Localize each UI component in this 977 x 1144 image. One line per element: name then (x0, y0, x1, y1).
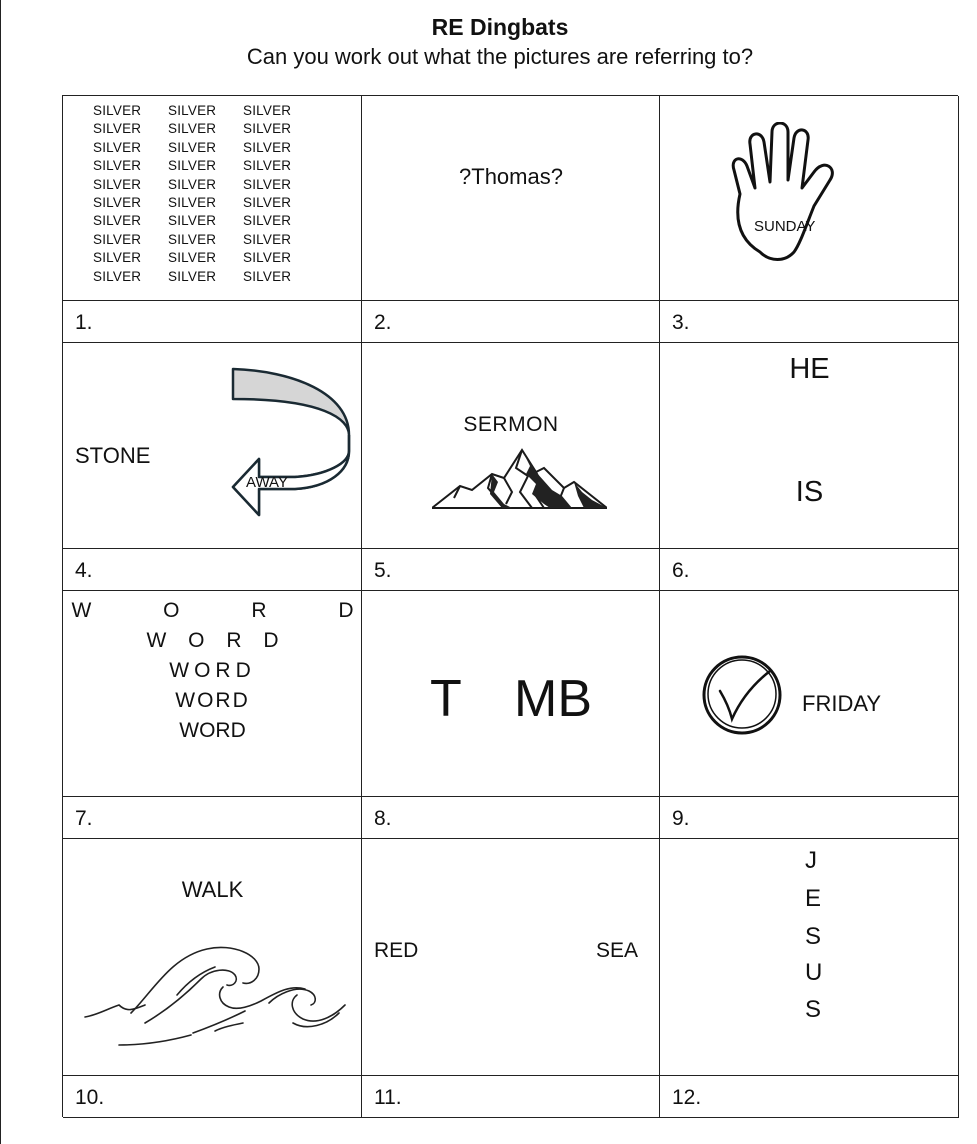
silver-word: SILVER (243, 213, 292, 229)
dingbats-grid (62, 95, 958, 1117)
silver-word: SILVER (243, 250, 292, 266)
silver-word: SILVER (168, 158, 217, 174)
puzzle-7-number: 7. (63, 797, 362, 839)
puzzle-12-cell (660, 839, 959, 1076)
sunday-text: SUNDAY (754, 218, 816, 235)
puzzle-8-number: 8. (362, 797, 660, 839)
friday-text: FRIDAY (802, 691, 882, 716)
he-text: HE (789, 353, 830, 385)
silver-word: SILVER (93, 231, 142, 247)
puzzle-11-number: 11. (362, 1076, 660, 1118)
red-text: RED (374, 939, 419, 962)
puzzle-5-cell (362, 343, 660, 549)
silver-word: SILVER (93, 158, 142, 174)
word-line-2: W O R D (146, 629, 279, 652)
curved-arrow-icon (223, 363, 358, 523)
puzzle-9-cell (660, 591, 959, 797)
silver-word: SILVER (168, 176, 217, 192)
puzzle-1-cell (63, 96, 362, 301)
tomb-t-text: T (430, 670, 462, 728)
jesus-letter-u: U (805, 959, 823, 986)
silver-word: SILVER (243, 195, 292, 211)
thomas-text: ?Thomas? (459, 164, 563, 189)
silver-word: SILVER (168, 139, 217, 155)
silver-word: SILVER (243, 158, 292, 174)
silver-word-grid (93, 102, 303, 286)
sermon-text: SERMON (463, 413, 559, 436)
puzzle-5-number: 5. (362, 549, 660, 591)
silver-word: SILVER (168, 121, 217, 137)
page-title: RE Dingbats (431, 14, 569, 40)
walk-text: WALK (181, 877, 244, 902)
silver-word: SILVER (93, 103, 142, 118)
puzzle-2-number: 2. (362, 301, 660, 343)
silver-word: SILVER (168, 195, 217, 211)
silver-word: SILVER (93, 195, 142, 211)
silver-word: SILVER (93, 121, 142, 137)
stone-text: STONE (75, 443, 151, 468)
jesus-letter-j: J (805, 847, 817, 874)
away-text: AWAY (246, 474, 288, 491)
puzzle-6-number: 6. (660, 549, 959, 591)
checkmark-circle-icon (700, 651, 786, 737)
puzzle-12-number: 12. (660, 1076, 959, 1118)
puzzle-7-cell (63, 591, 362, 797)
puzzle-11-cell (362, 839, 660, 1076)
silver-word: SILVER (243, 121, 292, 137)
puzzle-4-cell (63, 343, 362, 549)
tomb-mb-text: MB (514, 670, 592, 728)
puzzle-10-cell (63, 839, 362, 1076)
puzzle-1-number: 1. (63, 301, 362, 343)
page-edge-line (0, 0, 1, 1144)
silver-word: SILVER (168, 268, 217, 284)
wave-icon (83, 939, 348, 1054)
silver-word: SILVER (168, 250, 217, 266)
jesus-letter-s: S (805, 923, 822, 950)
puzzle-10-number: 10. (63, 1076, 362, 1118)
silver-word: SILVER (168, 103, 217, 118)
word-line-5: WORD (179, 719, 246, 742)
hand-icon (730, 122, 860, 272)
puzzle-3-number: 3. (660, 301, 959, 343)
silver-word: SILVER (93, 139, 142, 155)
puzzle-3-cell (660, 96, 959, 301)
puzzle-6-cell (660, 343, 959, 549)
silver-word: SILVER (93, 213, 142, 229)
mountain-icon (432, 448, 607, 510)
jesus-letter-s2: S (805, 996, 822, 1023)
silver-word: SILVER (243, 103, 292, 118)
silver-word: SILVER (243, 139, 292, 155)
silver-word: SILVER (93, 250, 142, 266)
puzzle-9-number: 9. (660, 797, 959, 839)
is-text: IS (795, 476, 824, 508)
word-line-4: WORD (175, 689, 250, 712)
puzzle-4-number: 4. (63, 549, 362, 591)
silver-word: SILVER (243, 176, 292, 192)
silver-word: SILVER (243, 268, 292, 284)
silver-word: SILVER (168, 213, 217, 229)
word-line-3: WORD (169, 659, 256, 682)
puzzle-2-cell (362, 96, 660, 301)
page-subtitle: Can you work out what the pictures are referring to? (246, 44, 754, 69)
silver-word: SILVER (168, 231, 217, 247)
puzzle-8-cell (362, 591, 660, 797)
silver-word: SILVER (93, 176, 142, 192)
sea-text: SEA (596, 939, 639, 962)
word-line-1: W O R D (71, 599, 354, 622)
silver-word: SILVER (243, 231, 292, 247)
silver-word: SILVER (93, 268, 142, 284)
jesus-letter-e: E (805, 885, 822, 912)
